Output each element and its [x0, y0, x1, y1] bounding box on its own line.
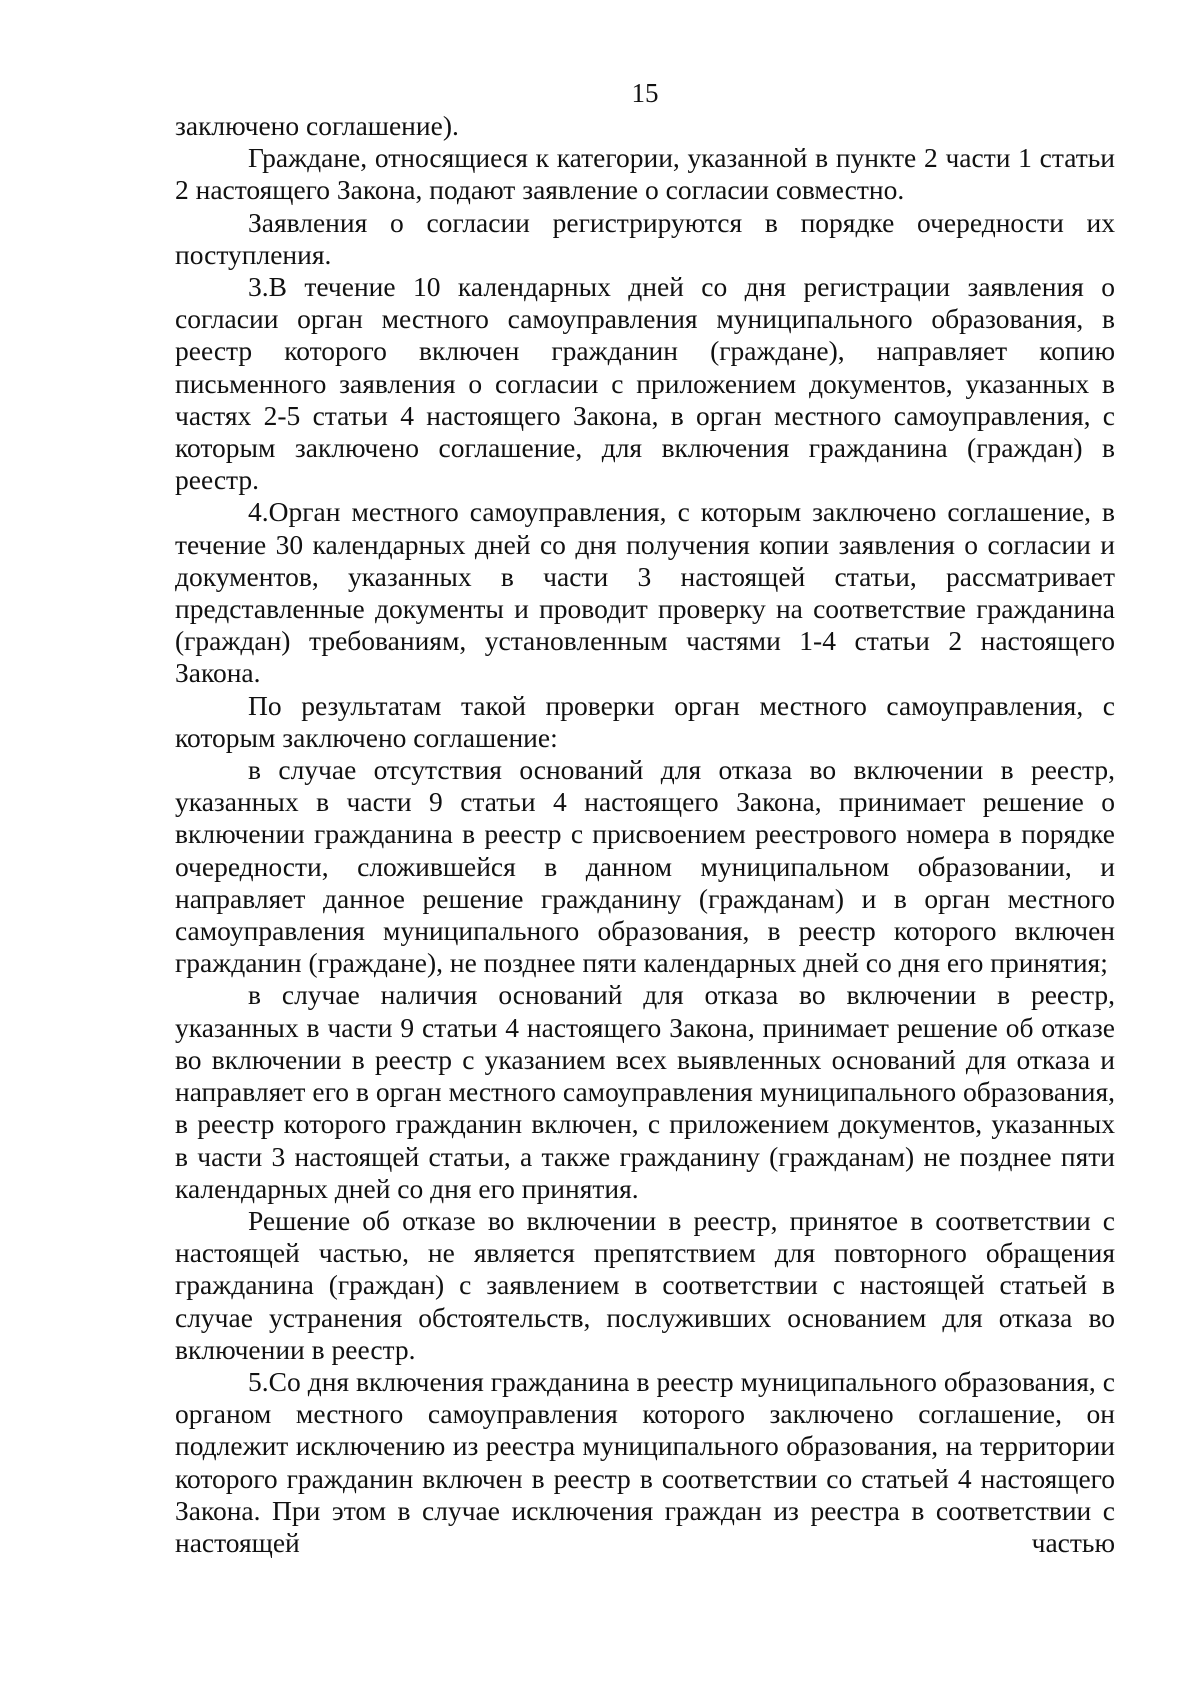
paragraph-check-results: По результатам такой проверки орган местного самоуправления, с которым заключено соглашение:: [175, 689, 1115, 753]
paragraph-joint-application: Граждане, относящиеся к категории, указанной в пункте 2 части 1 статьи 2 настоящего Закона, подают заявление о согласии совместно.: [175, 142, 1115, 206]
paragraph-item-5: 5.Со дня включения гражданина в реестр муниципального образования, с органом местного самоуправления которого заключено соглашение, он подлежит исключению из реестра муниципального образования, на территории которого гражданин включен в реестр в соответствии со статьей 4 настоящего Закона. При этом в случае исключения граждан из реестра в соответствии с настоящей частью: [175, 1365, 1115, 1558]
paragraph-no-grounds-for-refusal: в случае отсутствия оснований для отказа во включении в реестр, указанных в части 9 статьи 4 настоящего Закона, принимает решение о включении гражданина в реестр с присвоением реестрового номера в порядке очередности, сложившейся в данном муниципальном образовании, и направляет данное решение гражданину (гражданам) и в орган местного самоуправления муниципального образования, в реестр которого включен гражданин (граждане), не позднее пяти календарных дней со дня его принятия;: [175, 754, 1115, 979]
paragraph-grounds-for-refusal: в случае наличия оснований для отказа во включении в реестр, указанных в части 9 статьи 4 настоящего Закона, принимает решение об отказе во включении в реестр с указанием всех выявленных оснований для отказа и направляет его в орган местного самоуправления муниципального образования, в реестр которого гражданин включен, с приложением документов, указанных в части 3 настоящей статьи, а также гражданину (гражданам) не позднее пяти календарных дней со дня его принятия.: [175, 979, 1115, 1204]
paragraph-registration-order: Заявления о согласии регистрируются в порядке очередности их поступления.: [175, 206, 1115, 270]
paragraph-refusal-decision: Решение об отказе во включении в реестр, принятое в соответствии с настоящей частью, не является препятствием для повторного обращения гражданина (граждан) с заявлением в соответствии с настоящей статьей в случае устранения обстоятельств, послуживших основанием для отказа во включении в реестр.: [175, 1204, 1115, 1365]
paragraph-item-4: 4.Орган местного самоуправления, с которым заключено соглашение, в течение 30 календарных дней со дня получения копии заявления о согласии и документов, указанных в части 3 настоящей статьи, рассматривает представленные документы и проводит проверку на соответствие гражданина (граждан) требованиям, установленным частями 1-4 статьи 2 настоящего Закона.: [175, 496, 1115, 689]
page-number: 15: [631, 78, 659, 108]
paragraph-continuation: заключено соглашение).: [175, 110, 459, 141]
document-body: [175, 110, 1115, 1559]
paragraph-item-3: 3.В течение 10 календарных дней со дня регистрации заявления о согласии орган местного самоуправления муниципального образования, в реестр которого включен гражданин (граждане), направляет копию письменного заявления о согласии с приложением документов, указанных в частях 2-5 статьи 4 настоящего Закона, в орган местного самоуправления, с которым заключено соглашение, для включения гражданина (граждан) в реестр.: [175, 271, 1115, 496]
